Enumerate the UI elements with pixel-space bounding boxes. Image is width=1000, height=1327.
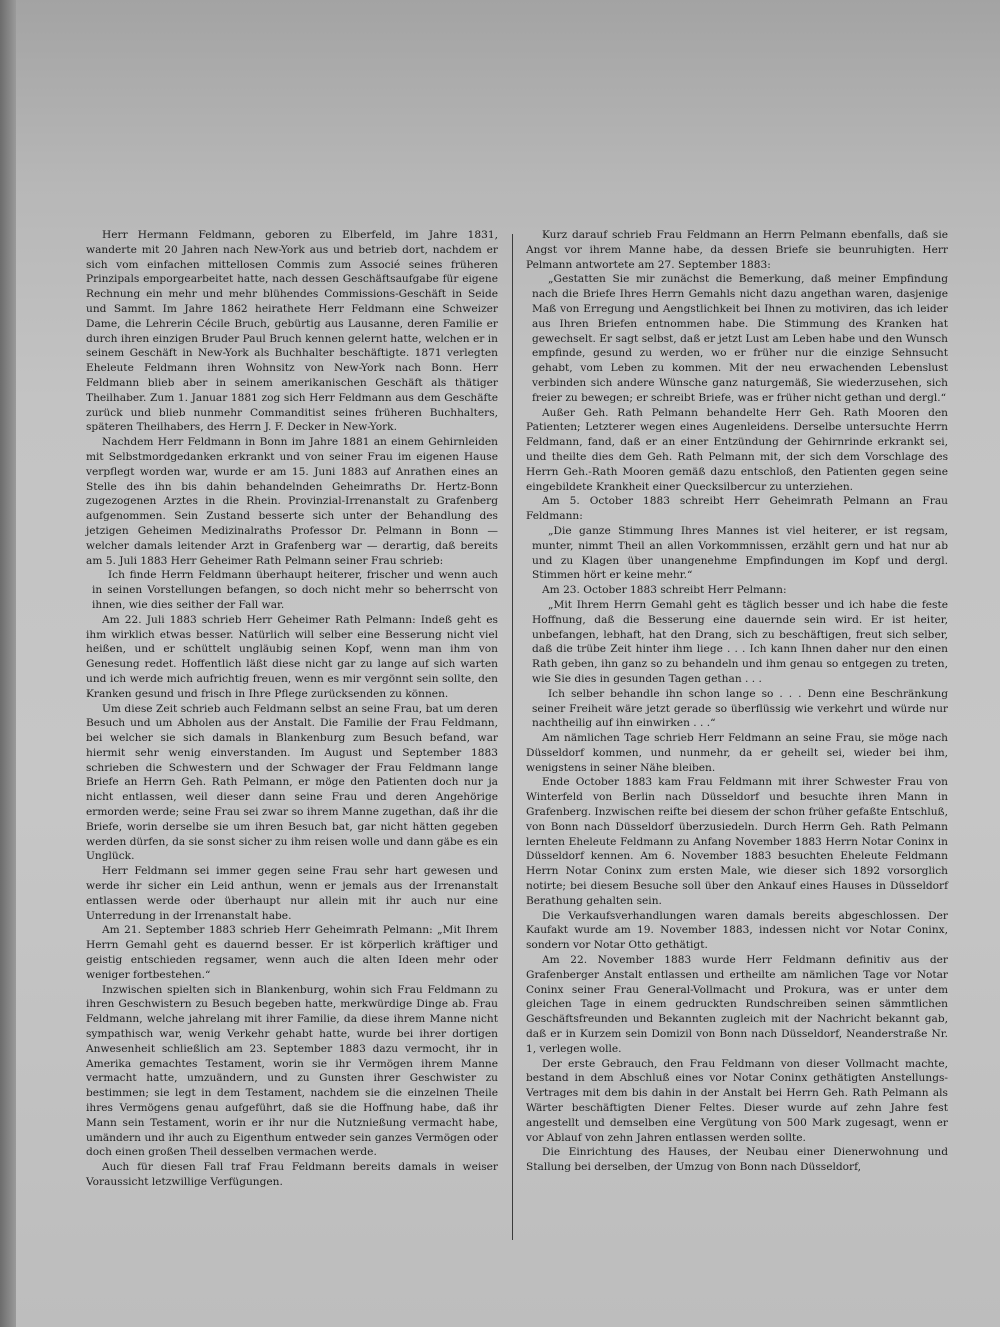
paragraph: Der erste Gebrauch, den Frau Feldmann von dieser Vollmacht machte, bestand in dem Abschluß eines vor Notar Coninx gethätigten Anstellungs-Vertrages mit dem bis dahin in der Anstalt bei Herrn Geh. Rath Pelmann als Wärter beschäftigten Diener Feltes. Dieser wurde auf zehn Jahre fest angestellt und demselben eine Vergütung von 500 Mark zugesagt, wenn er vor Ablauf von zehn Jahren entlassen werden sollte.	[526, 1057, 948, 1144]
quote-paragraph: Ich finde Herrn Feldmann überhaupt heiterer, frischer und wenn auch in seinen Vorstellungen befangen, so doch nicht mehr so beherrscht von ihnen, wie dies seither der Fall war.	[92, 569, 498, 611]
paragraph: Am 22. November 1883 wurde Herr Feldmann definitiv aus der Grafenberger Anstalt entlassen und ertheilte am nämlichen Tage vor Notar Coninx seiner Frau General-Vollmacht und Prokura, was er unter dem gleichen Tage in einem gedruckten Rundschreiben seinen sämmtlichen Geschäftsfreunden und Bekannten zugleich mit der Nachricht bekannt gab, daß er in Kurzem sein Domizil von Bonn nach Düsseldorf, Neanderstraße Nr. 1, verlegen wolle.	[526, 954, 948, 1055]
quote-paragraph: „Die ganze Stimmung Ihres Mannes ist viel heiterer, er ist regsam, munter, nimmt Theil an allen Vorkommnissen, erzählt gern und hat nur ab und zu Klagen über unangenehme Empfindungen im Kopf und dergl. Stimmen hört er keine mehr.“	[532, 524, 948, 582]
paragraph: Inzwischen spielten sich in Blankenburg, wohin sich Frau Feldmann zu ihren Geschwistern zu Besuch begeben hatte, merkwürdige Dinge ab. Frau Feldmann, welche jahrelang mit ihrer Familie, da diese ihrem Manne nicht sympathisch war, wenig Verkehr gehabt hatte, wurde bei ihrer dortigen Anwesenheit schließlich am 23. September 1883 dazu vermocht, ihr in Amerika gemachtes Testament, worin sie ihr Vermögen ihrem Manne vermacht hatte, umzuändern, und zu Gunsten ihrer Geschwister zu bestimmen; sie legt in dem Testament, nachdem sie die einzelnen Theile ihres Vermögens genau aufgeführt, daß sie die Hoffnung habe, daß ihr Mann sein Testament, worin er ihr nur die Nutznießung vermacht habe, umändern und ihr auch zu Eigenthum entweder sein ganzes Vermögen oder doch einen großen Theil desselben vermachen werde.	[86, 983, 498, 1159]
paragraph: Am nämlichen Tage schrieb Herr Feldmann an seine Frau, sie möge nach Düsseldorf kommen, und nunmehr, da er geheilt sei, wieder bei ihm, wenigstens in seiner Nähe bleiben.	[526, 732, 948, 774]
left-column	[86, 228, 498, 1190]
binding-gutter	[0, 0, 16, 1327]
paragraph: Die Verkaufsverhandlungen waren damals bereits abgeschlossen. Der Kaufakt wurde am 19. November 1883, indessen nicht vor Notar Coninx, sondern vor Notar Otto gethätigt.	[526, 909, 948, 952]
paragraph: Am 23. October 1883 schreibt Herr Pelmann:	[542, 584, 787, 597]
paragraph: Um diese Zeit schrieb auch Feldmann selbst an seine Frau, bat um deren Besuch und um Abholen aus der Anstalt. Die Familie der Frau Feldmann, bei welcher sie sich damals in Blankenburg zum Besuch befand, war hiermit sehr wenig einverstanden. Im August und September 1883 schrieben die Schwestern und der Schwager der Frau Feldmann lange Briefe an Herrn Geh. Rath Pelmann, er möge den Patienten doch nur ja nicht entlassen, weil dieser dann seine Frau und deren Angehörige ermorden werde; seine Frau sei zwar so ihrem Manne zugethan, daß ihr die Briefe, worin derselbe sie um ihren Besuch bat, gar nicht hätten gegeben werden dürfen, da sie sonst sicher zu ihm reisen wolle und dann gäbe es ein Unglück.	[86, 702, 498, 863]
paragraph: Am 22. Juli 1883 schrieb Herr Geheimer Rath Pelmann: Indeß geht es ihm wirklich etwas besser. Natürlich will selber eine Besserung nicht viel heißen, und er schüttelt ungläubig seinen Kopf, wenn man ihm von Genesung redet. Hoffentlich läßt diese nicht gar zu lange auf sich warten und ich werde mich aufrichtig freuen, wenn es mir vergönnt sein sollte, den Kranken gesund und frisch in Ihre Pflege zurücksenden zu können.	[86, 613, 498, 700]
quote-paragraph: „Mit Ihrem Herrn Gemahl geht es täglich besser und ich habe die feste Hoffnung, daß die Besserung eine dauernde sein wird. Er ist heiter, unbefangen, lebhaft, hat den Drang, sich zu beschäftigen, freut sich selber, daß die trübe Zeit hinter ihm liege . . . Ich kann Ihnen daher nur den einen Rath geben, ihn ganz so zu behandeln und ihm genau so entgegen zu treten, wie Sie dies in gesunden Tagen gethan . . .	[532, 598, 948, 685]
paragraph: Auch für diesen Fall traf Frau Feldmann bereits damals in weiser Voraussicht letzwillige Verfügungen.	[86, 1161, 498, 1188]
paragraph: Herr Hermann Feldmann, geboren zu Elberfeld, im Jahre 1831, wanderte mit 20 Jahren nach New-York aus und betrieb dort, nachdem er sich vom einfachen mittellosen Commis zum Associé seines früheren Prinzipals emporgearbeitet hatte, nach dessen Geschäftsaufgabe für eigene Rechnung ein mehr und mehr blühendes Commissions-Geschäft in Seide und Sammt. Im Jahre 1862 heirathete Herr Feldmann eine Schweizer Dame, die Lehrerin Cécile Bruch, gebürtig aus Lausanne, deren Familie er durch ihren einzigen Bruder Paul Bruch kennen gelernt hatte, welchen er in seinem Geschäft in New-York als Buchhalter beschäftigte. 1871 verlegten Eheleute Feldmann ihren Wohnsitz von New-York nach Bonn. Herr Feldmann blieb aber in seinem amerikanischen Geschäft als thätiger Theilhaber. Zum 1. Januar 1881 zog sich Herr Feldmann aus dem Geschäfte zurück und blieb nunmehr Commanditist seines früheren Buchhalters, späteren Theilhabers, des Herrn J. F. Decker in New-York.	[86, 229, 498, 434]
paragraph: Außer Geh. Rath Pelmann behandelte Herr Geh. Rath Mooren den Patienten; Letzterer wegen eines Augenleidens. Derselbe untersuchte Herrn Feldmann, fand, daß er an einer Entzündung der Gehirnrinde erkrankt sei, und theilte dies dem Geh. Rath Pelmann mit, der sich dem Vorschlage des Herrn Geh.-Rath Mooren gemäß dazu entschloß, den Patienten gegen seine eingebildete Krankheit einer Quecksilbercur zu unterziehen.	[526, 406, 948, 493]
paragraph: Die Einrichtung des Hauses, der Neubau einer Dienerwohnung und Stallung bei derselben, der Umzug von Bonn nach Düsseldorf,	[526, 1146, 948, 1174]
paragraph: Am 21. September 1883 schrieb Herr Geheimrath Pelmann: „Mit Ihrem Herrn Gemahl geht es dauernd besser. Er ist körperlich kräftiger und geistig entschieden regsamer, wenn auch die alten Ideen mehr oder weniger fortbestehen.“	[86, 924, 498, 981]
right-column	[526, 228, 948, 1175]
paragraph: Ende October 1883 kam Frau Feldmann mit ihrer Schwester Frau von Winterfeld von Berlin nach Düsseldorf und besuchte ihren Mann in Grafenberg. Inzwischen reifte bei diesem der schon früher gefaßte Entschluß, von Bonn nach Düsseldorf überzusiedeln. Durch Herrn Geh. Rath Pelmann lernten Eheleute Feldmann zu Anfang November 1883 Herrn Notar Coninx in Düsseldorf kennen. Am 6. November 1883 besuchten Eheleute Feldmann Herrn Notar Coninx zum ersten Male, wie dieser sich 1892 vorsorglich notirte; bei diesem Besuche soll über den Ankauf eines Hauses in Düsseldorf Berathung gehalten sein.	[526, 776, 948, 907]
paragraph: Am 5. October 1883 schreibt Herr Geheimrath Pelmann an Frau Feldmann:	[526, 495, 948, 523]
quote-paragraph: Ich selber behandle ihn schon lange so . . . Denn eine Beschränkung seiner Freiheit wäre jetzt gerade so überflüssig wie verkehrt und würde nur nachtheilig auf ihn einwirken . . .“	[532, 687, 948, 730]
quote-paragraph: „Gestatten Sie mir zunächst die Bemerkung, daß meiner Empfindung nach die Briefe Ihres Herrn Gemahls nicht dazu angethan waren, dasjenige Maß von Erregung und Aengstlichkeit bei Ihnen zu motiviren, das ich leider aus Ihren Briefen entnommen habe. Die Stimmung des Kranken hat gewechselt. Er sagt selbst, daß er jetzt Lust am Leben habe und den Wunsch empfinde, gesund zu werden, wo er früher nur die einzige Sehnsucht gehabt, vom Leben zu kommen. Mit der neu erwachenden Lebenslust verbinden sich andere Wünsche ganz naturgemäß, Sie wiederzusehen, sich freier zu bewegen; er schreibt Briefe, was er früher nicht gethan und dergl.“	[532, 273, 948, 404]
paragraph: Herr Feldmann sei immer gegen seine Frau sehr hart gewesen und werde ihr sicher ein Leid anthun, wenn er jemals aus der Irrenanstalt entlassen werde oder überhaupt nur allein mit ihr auch nur eine Unterredung in der Irrenanstalt habe.	[86, 865, 498, 922]
paragraph: Kurz darauf schrieb Frau Feldmann an Herrn Pelmann ebenfalls, daß sie Angst vor ihrem Manne habe, da dessen Briefe sie beunruhigten. Herr Pelmann antwortete am 27. September 1883:	[526, 229, 948, 271]
paragraph: Nachdem Herr Feldmann in Bonn im Jahre 1881 an einem Gehirnleiden mit Selbstmordgedanken erkrankt und von seiner Frau im eigenen Hause verpflegt worden war, wurde er am 15. Juni 1883 auf Anrathen eines an Stelle des ihn bis dahin behandelnden Geheimraths Dr. Hertz-Bonn zugezogenen Arztes in die Rhein. Provinzial-Irrenanstalt zu Grafenberg aufgenommen. Sein Zustand besserte sich unter der Behandlung des jetzigen Geheimen Medizinalraths Professor Dr. Pelmann in Bonn — welcher damals leitender Arzt in Grafenberg war — derartig, daß bereits am 5. Juli 1883 Herr Geheimer Rath Pelmann seiner Frau schrieb:	[86, 436, 498, 567]
column-divider	[512, 234, 513, 1240]
